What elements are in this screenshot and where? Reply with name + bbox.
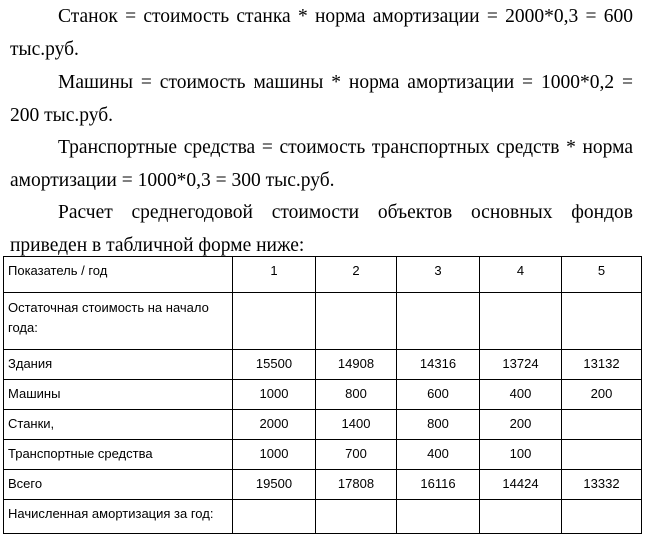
table-cell: 200 — [562, 380, 642, 410]
table-cell: 19500 — [233, 470, 316, 500]
table-cell: 16116 — [397, 470, 480, 500]
table-row — [4, 410, 642, 440]
table-cell: Машины — [4, 380, 233, 410]
table-cell — [562, 500, 642, 534]
table-cell: 1400 — [316, 410, 397, 440]
table-cell: 13132 — [562, 350, 642, 380]
table-cell: 14908 — [316, 350, 397, 380]
table-cell — [562, 410, 642, 440]
table-cell: 13724 — [480, 350, 562, 380]
table-cell: Всего — [4, 470, 233, 500]
table-header-cell: 3 — [397, 257, 480, 293]
table-cell — [397, 293, 480, 350]
table-cell — [316, 500, 397, 534]
table-cell — [316, 293, 397, 350]
table-cell: 400 — [397, 440, 480, 470]
table-row — [4, 350, 642, 380]
table-cell: Транспортные средства — [4, 440, 233, 470]
paragraph-machine-tool-depreciation: Станок = стоимость станка * норма амортизации = 2000*0,3 = 600 тыс.руб. — [10, 6, 633, 60]
table-cell: 200 — [480, 410, 562, 440]
paragraph-vehicles-depreciation: Транспортные средства = стоимость транспортных средств * норма амортизации = 1000*0,3 = 300 тыс.руб. — [10, 137, 633, 191]
table-cell — [562, 293, 642, 350]
table-cell — [233, 293, 316, 350]
table-row — [4, 500, 642, 534]
table-cell: 1000 — [233, 380, 316, 410]
table-cell: 14424 — [480, 470, 562, 500]
table-row — [4, 470, 642, 500]
table-header-row — [4, 257, 642, 293]
fixed-assets-table — [3, 256, 642, 534]
table-cell: 2000 — [233, 410, 316, 440]
table-cell: 14316 — [397, 350, 480, 380]
table-cell — [397, 500, 480, 534]
table-cell: 1000 — [233, 440, 316, 470]
table-header-cell: 5 — [562, 257, 642, 293]
table-cell: 800 — [316, 380, 397, 410]
table-cell: 600 — [397, 380, 480, 410]
table-cell: 100 — [480, 440, 562, 470]
table-cell: 400 — [480, 380, 562, 410]
table-cell: Станки, — [4, 410, 233, 440]
table-cell: Начисленная амортизация за год: — [4, 500, 233, 534]
table-cell — [233, 500, 316, 534]
table-cell — [480, 293, 562, 350]
table-header-cell: 1 — [233, 257, 316, 293]
table-cell: 700 — [316, 440, 397, 470]
table-header-cell: 2 — [316, 257, 397, 293]
table-cell: 800 — [397, 410, 480, 440]
table-cell — [562, 440, 642, 470]
table-row — [4, 380, 642, 410]
table-cell: Остаточная стоимость на начало года: — [4, 293, 233, 350]
table-row — [4, 440, 642, 470]
table-header-cell: Показатель / год — [4, 257, 233, 293]
paragraph-table-intro: Расчет среднегодовой стоимости объектов основных фондов приведен в табличной форме ниже: — [10, 202, 633, 256]
table-header-cell: 4 — [480, 257, 562, 293]
table-row — [4, 293, 642, 350]
table-cell: 13332 — [562, 470, 642, 500]
table-cell: 17808 — [316, 470, 397, 500]
paragraph-machines-depreciation: Машины = стоимость машины * норма амортизации = 1000*0,2 = 200 тыс.руб. — [10, 72, 633, 126]
table-cell — [480, 500, 562, 534]
table-cell: 15500 — [233, 350, 316, 380]
table-cell: Здания — [4, 350, 233, 380]
